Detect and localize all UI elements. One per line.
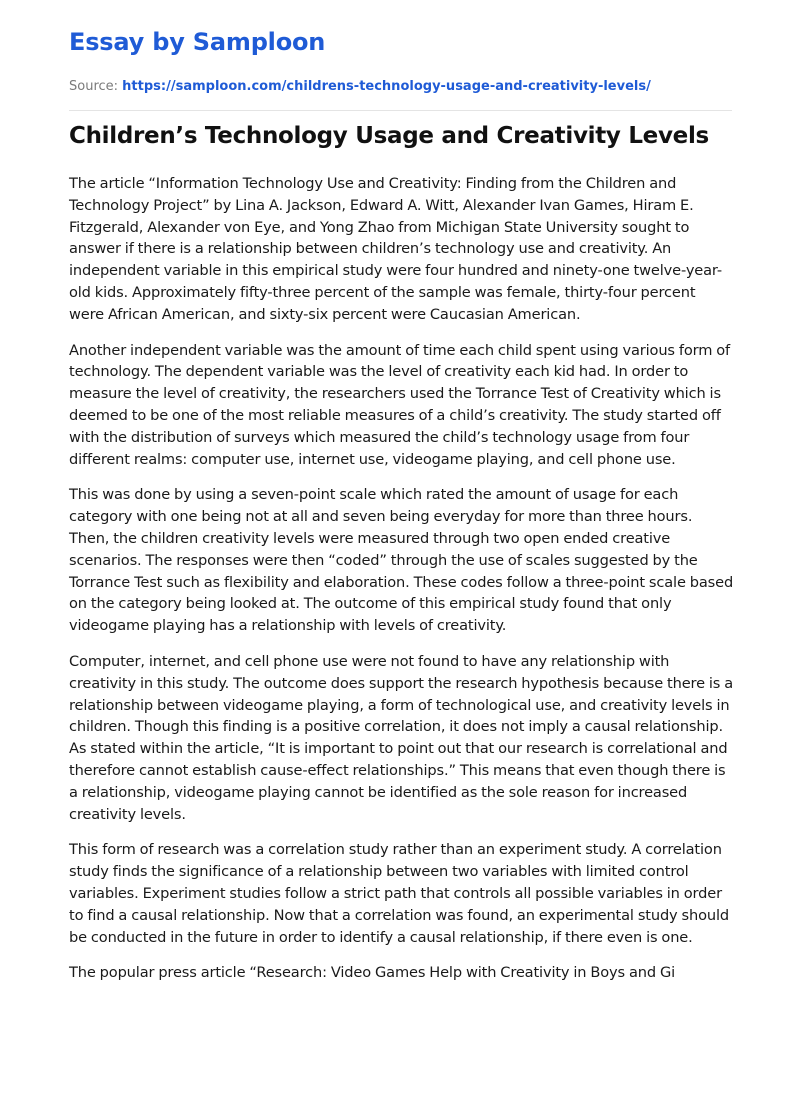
article-body: [69, 173, 734, 998]
article-paragraph: Computer, internet, and cell phone use were not found to have any relationship with creativity in this study. The outcome does support the research hypothesis because there is a relationship between videogame playing, a form of technological use, and creativity levels in children. Though this finding is a positive correlation, it does not imply a causal relationship. As stated within the article, “It is important to point out that our research is correlational and therefore cannot establish cause-effect relationships.” This means that even though there is a relationship, videogame playing cannot be identified as the sole reason for increased creativity levels.: [69, 652, 734, 823]
header-divider: [69, 110, 732, 111]
article-paragraph: This form of research was a correlation study rather than an experiment study. A correlation study finds the significance of a relationship between two variables with limited control variables. Experiment studies follow a strict path that controls all possible variables in order to find a causal relationship. Now that a correlation was found, an experimental study should be conducted in the future in order to identify a causal relationship, if there even is one.: [69, 841, 729, 946]
site-brand[interactable]: Essay by Samploon: [69, 28, 326, 56]
article-paragraph: The article “Information Technology Use and Creativity: Finding from the Children and Technology Project” by Lina A. Jackson, Edward A. Witt, Alexander Ivan Games, Hiram E. Fitzgerald, Alexander von Eye, and Yong Zhao from Michigan State University sought to answer if there is a relationship between children’s technology use and creativity. An independent variable in this empirical study were four hundred and ninety-one twelve-year-old kids. Approximately fifty-three percent of the sample was female, thirty-four percent were African American, and sixty-six percent were Caucasian American.: [69, 175, 722, 323]
article-title: Children’s Technology Usage and Creativity Levels: [69, 123, 709, 149]
article-paragraph: Another independent variable was the amount of time each child spent using various form of technology. The dependent variable was the level of creativity each kid had. In order to measure the level of creativity, the researchers used the Torrance Test of Creativity which is deemed to be one of the most reliable measures of a child’s creativity. The study started off with the distribution of surveys which measured the child’s technology usage from four different realms: computer use, internet use, videogame playing, and cell phone use.: [69, 341, 731, 468]
article-paragraph: The popular press article “Research: Video Games Help with Creativity in Boys and Gi: [69, 964, 676, 982]
source-link[interactable]: https://samploon.com/childrens-technology-usage-and-creativity-levels/: [122, 79, 651, 94]
source-label: Source:: [69, 79, 119, 94]
source-line: [69, 79, 651, 94]
article-paragraph: This was done by using a seven-point scale which rated the amount of usage for each category with one being not at all and seven being everyday for more than three hours. Then, the children creativity levels were measured through two open ended creative scenarios. The responses were then “coded” through the use of scales suggested by the Torrance Test such as flexibility and elaboration. These codes follow a three-point scale based on the category being looked at. The outcome of this empirical study found that only videogame playing has a relationship with levels of creativity.: [69, 486, 734, 635]
